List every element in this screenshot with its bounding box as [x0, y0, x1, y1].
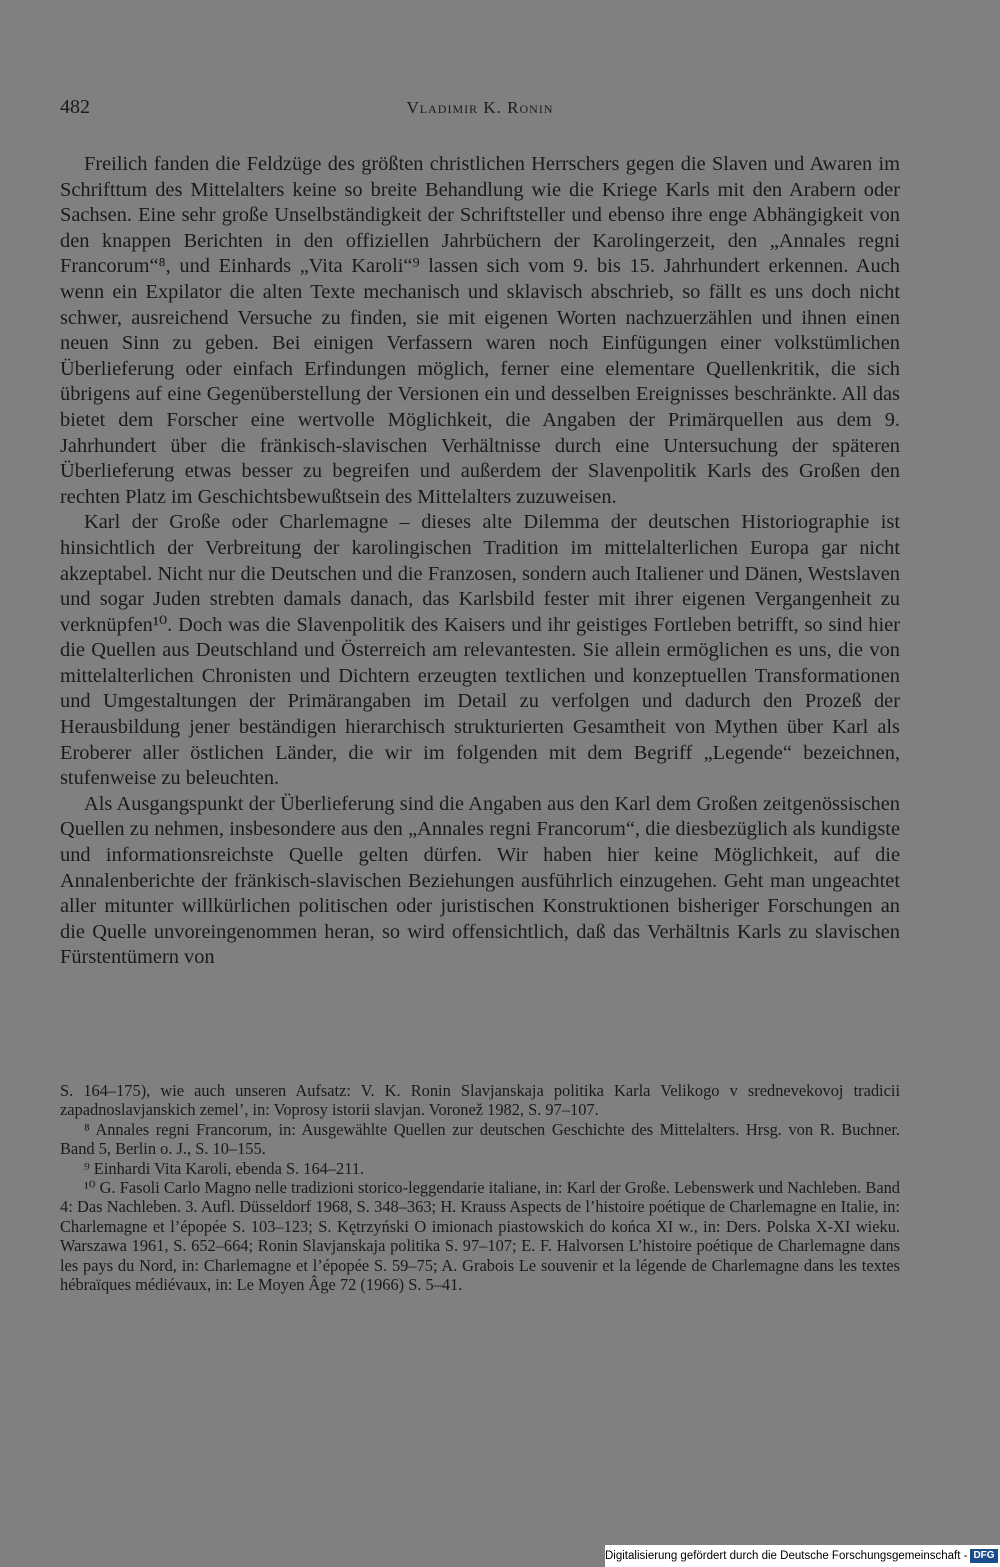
paragraph-2: Karl der Große oder Charlemagne – dieses alte Dilemma der deutschen Historiographie ist hinsichtlich der Verbreitung der karolingischen Tradition im mittelalterlichen Europa gar nicht akzeptabel. Nicht nur die Deutschen und die Franzosen, sondern auch Italiener und Dänen, Westslaven und sogar Juden strebten damals danach, das Karlsbild fester mit ihrer eigenen Vergangenheit zu verknüpfen¹⁰. Doch was die Slavenpolitik des Kaisers und ihr geistiges Fortleben betrifft, so sind hier die Quellen aus Deutschland und Österreich am relevantesten. Sie allein ermöglichen es uns, die von mittelalterlichen Chronisten und Dichtern erzeugten textlichen und konzeptuellen Transformationen und Umgestaltungen der Primärangaben im Detail zu verfolgen und dadurch den Prozeß der Herausbildung jener beständigen hierarchisch strukturierten Gesamtheit von Mythen über Karl als Eroberer aller östlichen Länder, die wir im folgenden mit dem Begriff „Legende“ bezeichnen, stufenweise zu beleuchten.: [60, 511, 900, 790]
paragraph-3: Als Ausgangspunkt der Überlieferung sind die Angaben aus den Karl dem Großen zeitgenössischen Quellen zu nehmen, insbesondere aus den „Annales regni Francorum“, die diesbezüglich als kundigste und informationsreichste Quelle gelten dürfen. Wir haben hier keine Möglichkeit, auf die Annalenberichte der fränkisch-slavischen Beziehungen ausführlich einzugehen. Geht man ungeachtet aller mitunter willkürlichen politischen oder juristischen Konstruktionen bisheriger Forschungen an die Quelle unvoreingenommen heran, so wird offensichtlich, daß das Verhältnis Karls zu slavischen Fürstentümern von: [60, 792, 900, 969]
footnote-8: ⁸ Annales regni Francorum, in: Ausgewählte Quellen zur deutschen Geschichte des Mittelalters. Hrsg. von R. Buchner. Band 5, Berlin o. J., S. 10–155.: [60, 1119, 900, 1159]
footnote-continuation: S. 164–175), wie auch unseren Aufsatz: V. K. Ronin Slavjanskaja politika Karla Velikogo v srednevekovoj tradicii zapadnoslavjanskich zemel’, in: Voprosy istorii slavjan. Voronež 1982, S. 97–107.: [60, 1081, 900, 1120]
running-head: Vladimir K. Ronin: [406, 98, 554, 117]
footnote-10: ¹⁰ G. Fasoli Carlo Magno nelle tradizioni storico-leggendarie italiane, in: Karl der Große. Lebenswerk und Nachleben. Band 4: Das Nachleben. 3. Aufl. Düsseldorf 1968, S. 348–363; H. Krauss Aspects de l’histoire poétique de Charlemagne en Italie, in: Charlemagne et l’épopée S. 103–123; S. Kętrzyński O imionach piastowskich do końca XI w., in: Ders. Polska X-XI wieku. Warszawa 1961, S. 652–664; Ronin Slavjanskaja politika S. 97–107; E. F. Halvorsen L’histoire poétique de Charlemagne dans les pays du Nord, in: Charlemagne et l’épopée S. 59–75; A. Grabois Le souvenir et la légende de Charlemagne dans les textes hébraïques médiévaux, in: Le Moyen Âge 72 (1966) S. 5–41.: [60, 1178, 900, 1295]
page-number: 482: [60, 96, 90, 118]
footer-text: Digitalisierung gefördert durch die Deutsche Forschungsgemeinschaft -: [605, 1550, 968, 1562]
dfg-logo-icon: DFG: [970, 1549, 997, 1563]
footnotes: [60, 1081, 900, 1294]
digitization-footer: [605, 1545, 1000, 1567]
footnote-9: ⁹ Einhardi Vita Karoli, ebenda S. 164–211.: [84, 1158, 365, 1178]
page-header: [60, 96, 900, 126]
paragraph-1: Freilich fanden die Feldzüge des größten christlichen Herrschers gegen die Slaven und Awaren im Schrifttum des Mittelalters keine so breite Behandlung wie die Kriege Karls mit den Arabern oder Sachsen. Eine sehr große Unselbständigkeit der Schriftsteller und ebenso ihre enge Abhängigkeit von den knappen Berichten in den offiziellen Jahrbüchern der Karolingerzeit, den „Annales regni Francorum“⁸, und Einhards „Vita Karoli“⁹ lassen sich vom 9. bis 15. Jahrhundert erkennen. Auch wenn ein Expilator die alten Texte mechanisch und sklavisch abschrieb, so fällt es uns doch nicht schwer, ausreichend Versuche zu finden, sie mit eigenen Worten nachzuerzählen und ihnen einen neuen Sinn zu geben. Bei einigen Verfassern waren noch Einfügungen einer volkstümlichen Überlieferung oder einfach Erfindungen möglich, ferner eine elementare Quellenkritik, die sich übrigens auf eine Gegenüberstellung der Versionen ein und desselben Ereignisses beschränkte. All das bietet dem Forscher eine wertvolle Möglichkeit, die Angaben der Primärquellen aus dem 9. Jahrhundert über die fränkisch-slavischen Verhältnisse durch eine Untersuchung der späteren Überlieferung etwas besser zu begreifen und außerdem der Slavenpolitik Karls des Großen den rechten Platz im Geschichtsbewußtsein des Mittelalters zuzuweisen.: [60, 153, 900, 508]
body-text: [60, 152, 900, 971]
